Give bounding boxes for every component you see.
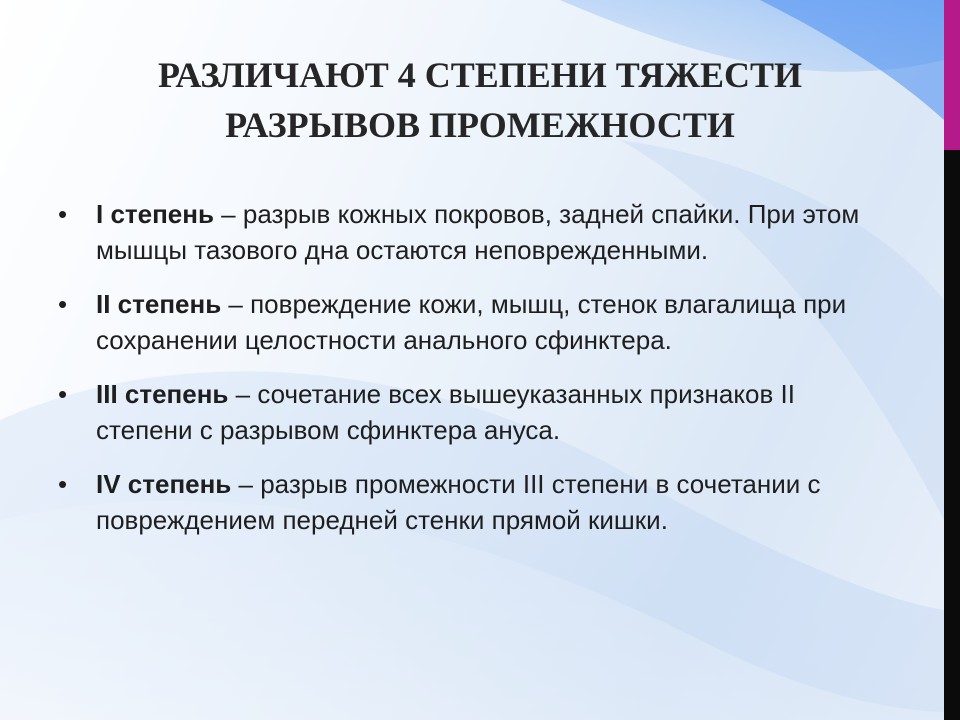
bullet-marker: • [58, 379, 68, 409]
bullet-marker: • [58, 199, 68, 229]
accent-bar-top [944, 0, 960, 150]
list-item-degree-4 [58, 466, 898, 538]
degree-list [58, 196, 898, 556]
degree-description: – разрыв промежности III степени в сочетании с повреждением передней стенки прямой кишки. [96, 469, 821, 535]
degree-label: I степень [96, 199, 214, 229]
degree-label: III степень [96, 379, 229, 409]
degree-label: II степень [96, 289, 222, 319]
degree-label: IV степень [96, 469, 232, 499]
bullet-marker: • [58, 469, 68, 499]
list-item-degree-3 [58, 376, 898, 448]
title-line-2: РАЗРЫВОВ ПРОМЕЖНОСТИ [225, 105, 735, 145]
degree-description: – сочетание всех вышеуказанных признаков II степени с разрывом сфинктера ануса. [96, 379, 795, 445]
list-item-degree-1 [58, 196, 898, 268]
degree-description: – повреждение кожи, мышц, стенок влагалища при сохранении целостности анального сфинктера. [96, 289, 847, 355]
accent-bar-bottom [944, 150, 960, 720]
slide-title [40, 50, 920, 150]
degree-description: – разрыв кожных покровов, задней спайки. При этом мышцы тазового дна остаются неповрежденными. [96, 199, 860, 265]
list-item-degree-2 [58, 286, 898, 358]
title-line-1: РАЗЛИЧАЮТ 4 СТЕПЕНИ ТЯЖЕСТИ [157, 55, 803, 95]
bullet-marker: • [58, 289, 68, 319]
